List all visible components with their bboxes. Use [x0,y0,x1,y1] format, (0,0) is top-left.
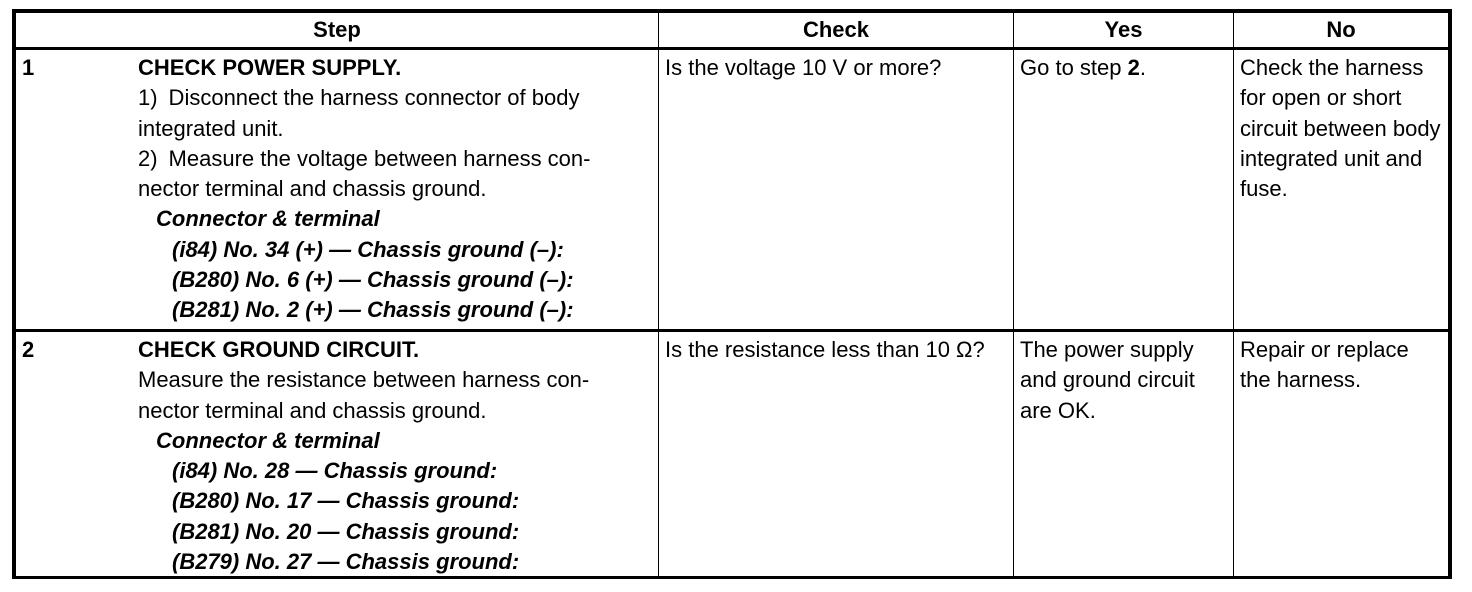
no-cell: Check the harness for open or short circuit between body integrated unit and fuse. [1234,49,1449,331]
table-row [16,49,1449,331]
connector-item: (B280) No. 17 — Chassis ground: [172,488,520,514]
check-cell: Is the voltage 10 V or more? [659,49,1014,331]
no-cell: Repair or replace the harness. [1234,331,1449,578]
connector-item: (B281) No. 2 (+) — Chassis ground (–): [172,297,574,323]
header-no: No [1234,13,1449,49]
yes-cell: The power supply and ground circuit are OK. [1014,331,1234,578]
table-row [16,331,1449,578]
step-number: 2 [22,337,35,362]
check-cell: Is the resistance less than 10 Ω? [659,331,1014,578]
connector-item: (B280) No. 6 (+) — Chassis ground (–): [172,267,574,293]
yes-step-number: 2 [1127,55,1140,80]
step-instruction: Measure the resistance between harness con- [138,367,590,393]
yes-text: Go to step [1020,55,1128,80]
step-instruction: 2) Measure the voltage between harness con- [138,145,591,171]
yes-cell [1014,49,1234,331]
header-check: Check [659,13,1014,49]
header-yes: Yes [1014,13,1234,49]
step-instruction: integrated unit. [138,115,284,141]
step-title: CHECK POWER SUPPLY. [138,55,402,80]
step-cell [16,331,659,578]
step-instruction: nector terminal and chassis ground. [138,176,487,202]
connector-item: (B281) No. 20 — Chassis ground: [172,518,520,544]
connector-item: (B279) No. 27 — Chassis ground: [172,549,520,575]
header-step: Step [16,13,659,49]
diagnostic-steps-table [15,12,1449,578]
yes-text-suffix: . [1139,55,1146,80]
step-title: CHECK GROUND CIRCUIT. [138,337,420,362]
connector-title: Connector & terminal [156,206,380,232]
step-instruction: 1) Disconnect the harness connector of body [138,85,580,111]
connector-item: (i84) No. 34 (+) — Chassis ground (–): [172,236,564,262]
connector-title: Connector & terminal [156,427,380,453]
diagnostic-table-container [12,9,1452,579]
step-instruction: nector terminal and chassis ground. [138,397,487,423]
connector-item: (i84) No. 28 — Chassis ground: [172,458,498,484]
step-number: 1 [22,55,35,80]
step-cell [16,49,659,331]
table-header-row [16,13,1449,49]
